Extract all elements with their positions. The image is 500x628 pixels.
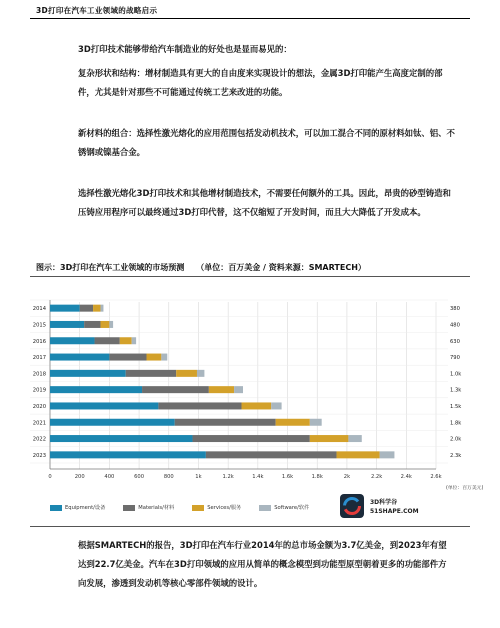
bar-software bbox=[197, 370, 204, 377]
bar-services bbox=[310, 435, 349, 442]
legend-swatch bbox=[50, 505, 62, 511]
unit-note: (单位：百万美元) bbox=[446, 486, 484, 491]
legend-item-equipment bbox=[50, 504, 105, 511]
x-tick-label: 200 bbox=[74, 474, 85, 480]
x-tick-label: 2.4k bbox=[400, 474, 412, 480]
x-tick-label: 2.2k bbox=[370, 474, 383, 480]
logo-url: 51SHAPE.COM bbox=[370, 508, 419, 515]
paragraph-3: 新材料的组合：选择性激光熔化的应用范围包括发动机技术，可以加工混合不同的原材料如钛、铝、不锈钢或镍基合金。 bbox=[78, 128, 455, 157]
figure-title: 图示：3D打印在汽车工业领域的市场预测 （单位：百万美金 / 资料来源：SMARTECH） bbox=[36, 263, 366, 272]
paragraph-5: 根据SMARTECH的报告，3D打印在汽车行业2014年的总市场金额为3.7亿美金，到2023年有望达到22.7亿美金。汽车在3D打印领域的应用从简单的概念模型到功能型原型朝着更多的功能部件方向发展，渗透到发动机等核心零部件领域的设计。 bbox=[78, 540, 447, 588]
legend-swatch bbox=[123, 505, 135, 511]
total-label: 790 bbox=[450, 355, 460, 362]
paragraph-2: 复杂形状和结构：增材制造具有更大的自由度来实现设计的想法，金属3D打印能产生高度定制的部件，尤其是针对那些不可能通过传统工艺来改进的功能。 bbox=[78, 68, 443, 97]
total-label: 2.3k bbox=[450, 452, 462, 459]
bar-software bbox=[310, 419, 322, 426]
paragraph-new-materials bbox=[78, 124, 458, 162]
paragraph-1: 3D打印技术能够带给汽车制造业的好处也是显而易见的： bbox=[78, 44, 292, 54]
legend-label: Software/软件 bbox=[274, 505, 310, 511]
bar-materials bbox=[109, 354, 146, 361]
bar-equipment bbox=[50, 305, 80, 312]
bar-software bbox=[100, 305, 103, 312]
y-tick-label: 2015 bbox=[32, 322, 46, 329]
legend-item-software bbox=[259, 504, 309, 511]
x-tick-label: 0 bbox=[48, 474, 52, 480]
logo-icon bbox=[340, 494, 364, 518]
bar-software bbox=[271, 402, 281, 409]
legend-item-materials bbox=[123, 504, 174, 511]
total-label: 1.3k bbox=[450, 387, 462, 394]
bar-materials bbox=[193, 435, 310, 442]
bar-materials bbox=[95, 337, 120, 344]
bar-equipment bbox=[50, 354, 109, 361]
bar-materials bbox=[80, 305, 93, 312]
total-label: 380 bbox=[450, 306, 460, 313]
y-tick-label: 2014 bbox=[32, 306, 46, 313]
figure-bottom-rule bbox=[30, 526, 470, 527]
y-tick-label: 2016 bbox=[32, 338, 46, 345]
y-tick-label: 2019 bbox=[32, 387, 46, 394]
bar-materials bbox=[126, 370, 176, 377]
legend-label: Services/服务 bbox=[207, 505, 242, 511]
chart-legend bbox=[50, 504, 309, 511]
bar-services bbox=[120, 337, 132, 344]
header-rule bbox=[30, 18, 470, 19]
x-tick-label: 1.2k bbox=[222, 474, 234, 480]
bar-software bbox=[109, 321, 113, 328]
logo-text bbox=[370, 498, 419, 516]
bar-services bbox=[100, 321, 109, 328]
bar-equipment bbox=[50, 386, 142, 393]
y-tick-label: 2018 bbox=[32, 371, 46, 378]
legend-item-services bbox=[192, 504, 241, 511]
bar-equipment bbox=[50, 402, 158, 409]
bar-services bbox=[209, 386, 234, 393]
paragraph-slm bbox=[78, 184, 458, 222]
bar-services bbox=[176, 370, 197, 377]
y-tick-label: 2022 bbox=[32, 436, 46, 443]
bar-services bbox=[93, 305, 100, 312]
x-tick-label: 2.6k bbox=[430, 474, 442, 480]
x-tick-label: 400 bbox=[104, 474, 115, 480]
bar-equipment bbox=[50, 370, 126, 377]
bar-materials bbox=[175, 419, 276, 426]
paragraph-4: 选择性激光熔化3D打印技术和其他增材制造技术，不需要任何额外的工具。因此，昂贵的砂型铸造和压铸应用程序可以最终通过3D打印代替，这不仅缩短了开发时间，而且大大降低了开发成本。 bbox=[78, 188, 451, 217]
bar-services bbox=[276, 419, 310, 426]
paragraph-intro bbox=[78, 40, 450, 59]
paragraph-complex-shapes bbox=[78, 64, 458, 102]
x-tick-label: 800 bbox=[163, 474, 174, 480]
x-tick-label: 2k bbox=[343, 474, 351, 480]
x-tick-label: 600 bbox=[134, 474, 145, 480]
bar-equipment bbox=[50, 435, 193, 442]
x-tick-label: 1.4k bbox=[252, 474, 264, 480]
paragraph-smartech bbox=[78, 536, 454, 593]
page-header bbox=[0, 0, 500, 20]
y-tick-label: 2017 bbox=[32, 355, 46, 362]
bar-software bbox=[234, 386, 243, 393]
market-forecast-chart bbox=[0, 278, 500, 488]
legend-label: Equipment/设备 bbox=[65, 505, 106, 511]
bar-equipment bbox=[50, 321, 84, 328]
bar-equipment bbox=[50, 419, 175, 426]
x-tick-label: 1k bbox=[195, 474, 202, 480]
header-title: 3D打印在汽车工业领域的战略启示 bbox=[36, 6, 158, 15]
legend-swatch bbox=[259, 505, 271, 511]
bar-materials bbox=[84, 321, 100, 328]
bar-equipment bbox=[50, 337, 95, 344]
logo-name: 3D科学谷 bbox=[370, 499, 398, 506]
total-label: 1.8k bbox=[450, 420, 462, 427]
total-label: 630 bbox=[450, 338, 460, 345]
bar-services bbox=[242, 402, 272, 409]
bar-materials bbox=[158, 402, 241, 409]
legend-label: Materials/材料 bbox=[138, 505, 175, 511]
x-tick-label: 1.8k bbox=[311, 474, 323, 480]
total-label: 1.0k bbox=[450, 371, 462, 378]
y-tick-label: 2023 bbox=[32, 452, 46, 459]
bar-services bbox=[147, 354, 162, 361]
bar-materials bbox=[206, 451, 337, 458]
bar-services bbox=[337, 451, 380, 458]
y-tick-label: 2020 bbox=[32, 403, 46, 410]
total-label: 480 bbox=[450, 322, 460, 329]
bar-equipment bbox=[50, 451, 206, 458]
total-label: 1.5k bbox=[450, 403, 462, 410]
bar-software bbox=[132, 337, 136, 344]
figure-top-rule bbox=[30, 276, 470, 277]
legend-swatch bbox=[192, 505, 204, 511]
bar-software bbox=[161, 354, 167, 361]
total-label: 2.0k bbox=[450, 436, 462, 443]
bar-software bbox=[348, 435, 361, 442]
y-tick-label: 2021 bbox=[32, 420, 46, 427]
bar-software bbox=[380, 451, 395, 458]
bar-materials bbox=[142, 386, 209, 393]
x-tick-label: 1.6k bbox=[281, 474, 294, 480]
